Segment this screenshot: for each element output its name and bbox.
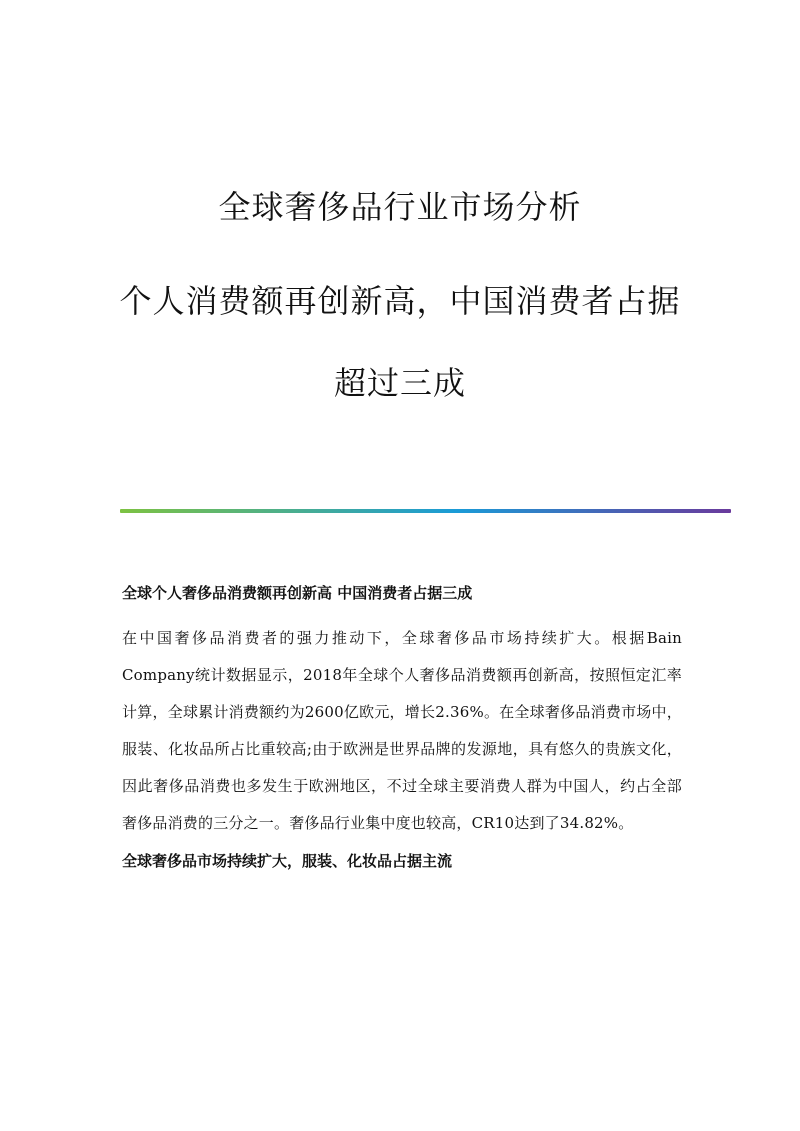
title-line-1: 全球奢侈品行业市场分析: [218, 188, 582, 226]
section-paragraph-1: 在中国奢侈品消费者的强力推动下，全球奢侈品市场持续扩大。根据Bain Company统计数据显示，2018年全球个人奢侈品消费额再创新高，按照恒定汇率计算，全球累计消费额约为2600亿欧元，增长2.36%。在全球奢侈品消费市场中，服装、化妆品所占比重较高;由于欧洲是世界品牌的发源地，具有悠久的贵族文化，因此奢侈品消费也多发生于欧洲地区，不过全球主要消费人群为中国人，约占全部奢侈品消费的三分之一。奢侈品行业集中度也较高，CR10达到了34.82%。: [122, 629, 682, 832]
document-body: [122, 580, 682, 874]
gradient-divider: [120, 509, 731, 513]
section-heading-2: 全球奢侈品市场持续扩大，服装、化妆品占据主流: [122, 852, 453, 870]
title-line-3: 超过三成: [333, 364, 466, 402]
title-line-2: 个人消费额再创新高，中国消费者占据: [119, 282, 681, 320]
document-title: [0, 182, 800, 408]
section-heading-1: 全球个人奢侈品消费额再创新高 中国消费者占据三成: [122, 584, 473, 602]
